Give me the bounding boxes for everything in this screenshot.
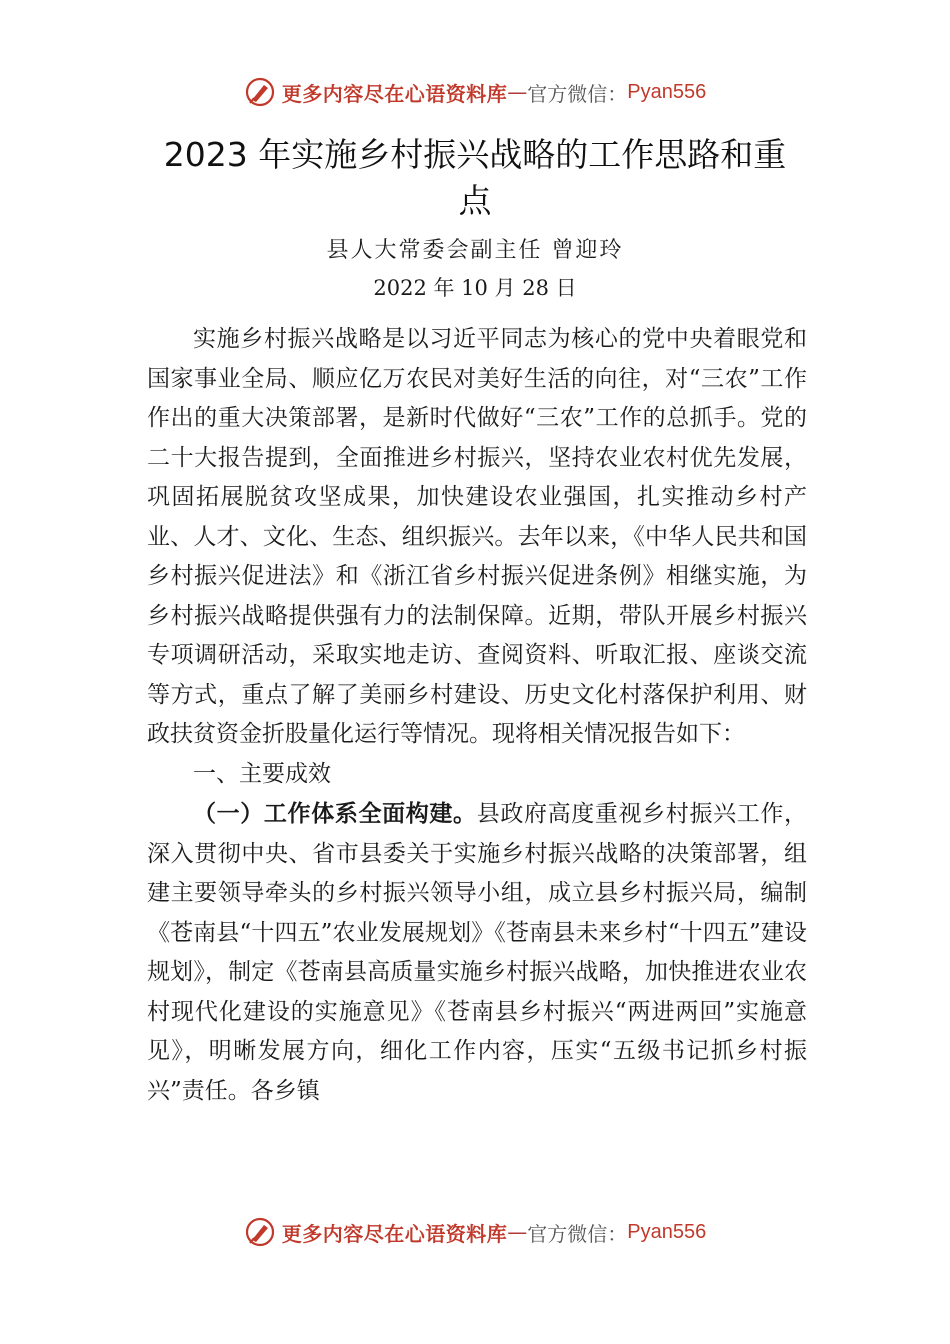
document-body	[147, 320, 807, 1111]
banner-wechat-label: 官方微信：	[527, 1221, 628, 1246]
document-author: 县人大常委会副主任 曾迎玲	[326, 238, 624, 263]
document-title: 2023 年实施乡村振兴战略的工作思路和重点	[163, 135, 787, 220]
pen-nib-logo-icon	[244, 1216, 276, 1248]
pen-nib-logo-icon	[244, 76, 276, 108]
subsection-lead: （一）工作体系全面构建。	[193, 800, 477, 827]
header-watermark-banner	[0, 72, 950, 112]
banner-separator: —	[507, 80, 528, 104]
subsection-text: 县政府高度重视乡村振兴工作，深入贯彻中央、省市县委关于实施乡村振兴战略的决策部署，组建主要领导牵头的乡村振兴领导小组，成立县乡村振兴局，编制《苍南县“十四五”农业发展规划》《苍南县未来乡村“十四五”建设规划》，制定《苍南县高质量实施乡村振兴战略，加快推进农业农村现代化建设的实施意见》《苍南县乡村振兴“两进两回”实施意见》，明晰发展方向，细化工作内容，压实“五级书记抓乡村振兴”责任。各乡镇	[147, 801, 808, 1104]
footer-watermark-banner	[0, 1212, 950, 1252]
section-heading: 一、主要成效	[193, 760, 331, 787]
intro-paragraph: 实施乡村振兴战略是以习近平同志为核心的党中央着眼党和国家事业全局、顺应亿万农民对美好生活的向往，对“三农”工作作出的重大决策部署，是新时代做好“三农”工作的总抓手。党的二十大报告提到，全面推进乡村振兴，坚持农业农村优先发展，巩固拓展脱贫攻坚成果，加快建设农业强国，扎实推动乡村产业、人才、文化、生态、组织振兴。去年以来，《中华人民共和国乡村振兴促进法》和《浙江省乡村振兴促进条例》相继实施，为乡村振兴战略提供强有力的法制保障。近期，带队开展乡村振兴专项调研活动，采取实地走访、查阅资料、听取汇报、座谈交流等方式，重点了解了美丽乡村建设、历史文化村落保护利用、财政扶贫资金折股量化运行等情况。现将相关情况报告如下：	[147, 326, 807, 747]
banner-brand-text: 更多内容尽在心语资料库	[281, 1221, 508, 1246]
banner-wechat-id: Pyan556	[627, 80, 707, 103]
banner-brand-text: 更多内容尽在心语资料库	[281, 81, 508, 106]
document-date: 2022 年 10 月 28 日	[373, 276, 577, 300]
banner-separator: —	[507, 1220, 528, 1244]
banner-wechat-id: Pyan556	[627, 1220, 707, 1243]
subsection-paragraph	[147, 794, 807, 1111]
banner-wechat-label: 官方微信：	[527, 81, 628, 106]
